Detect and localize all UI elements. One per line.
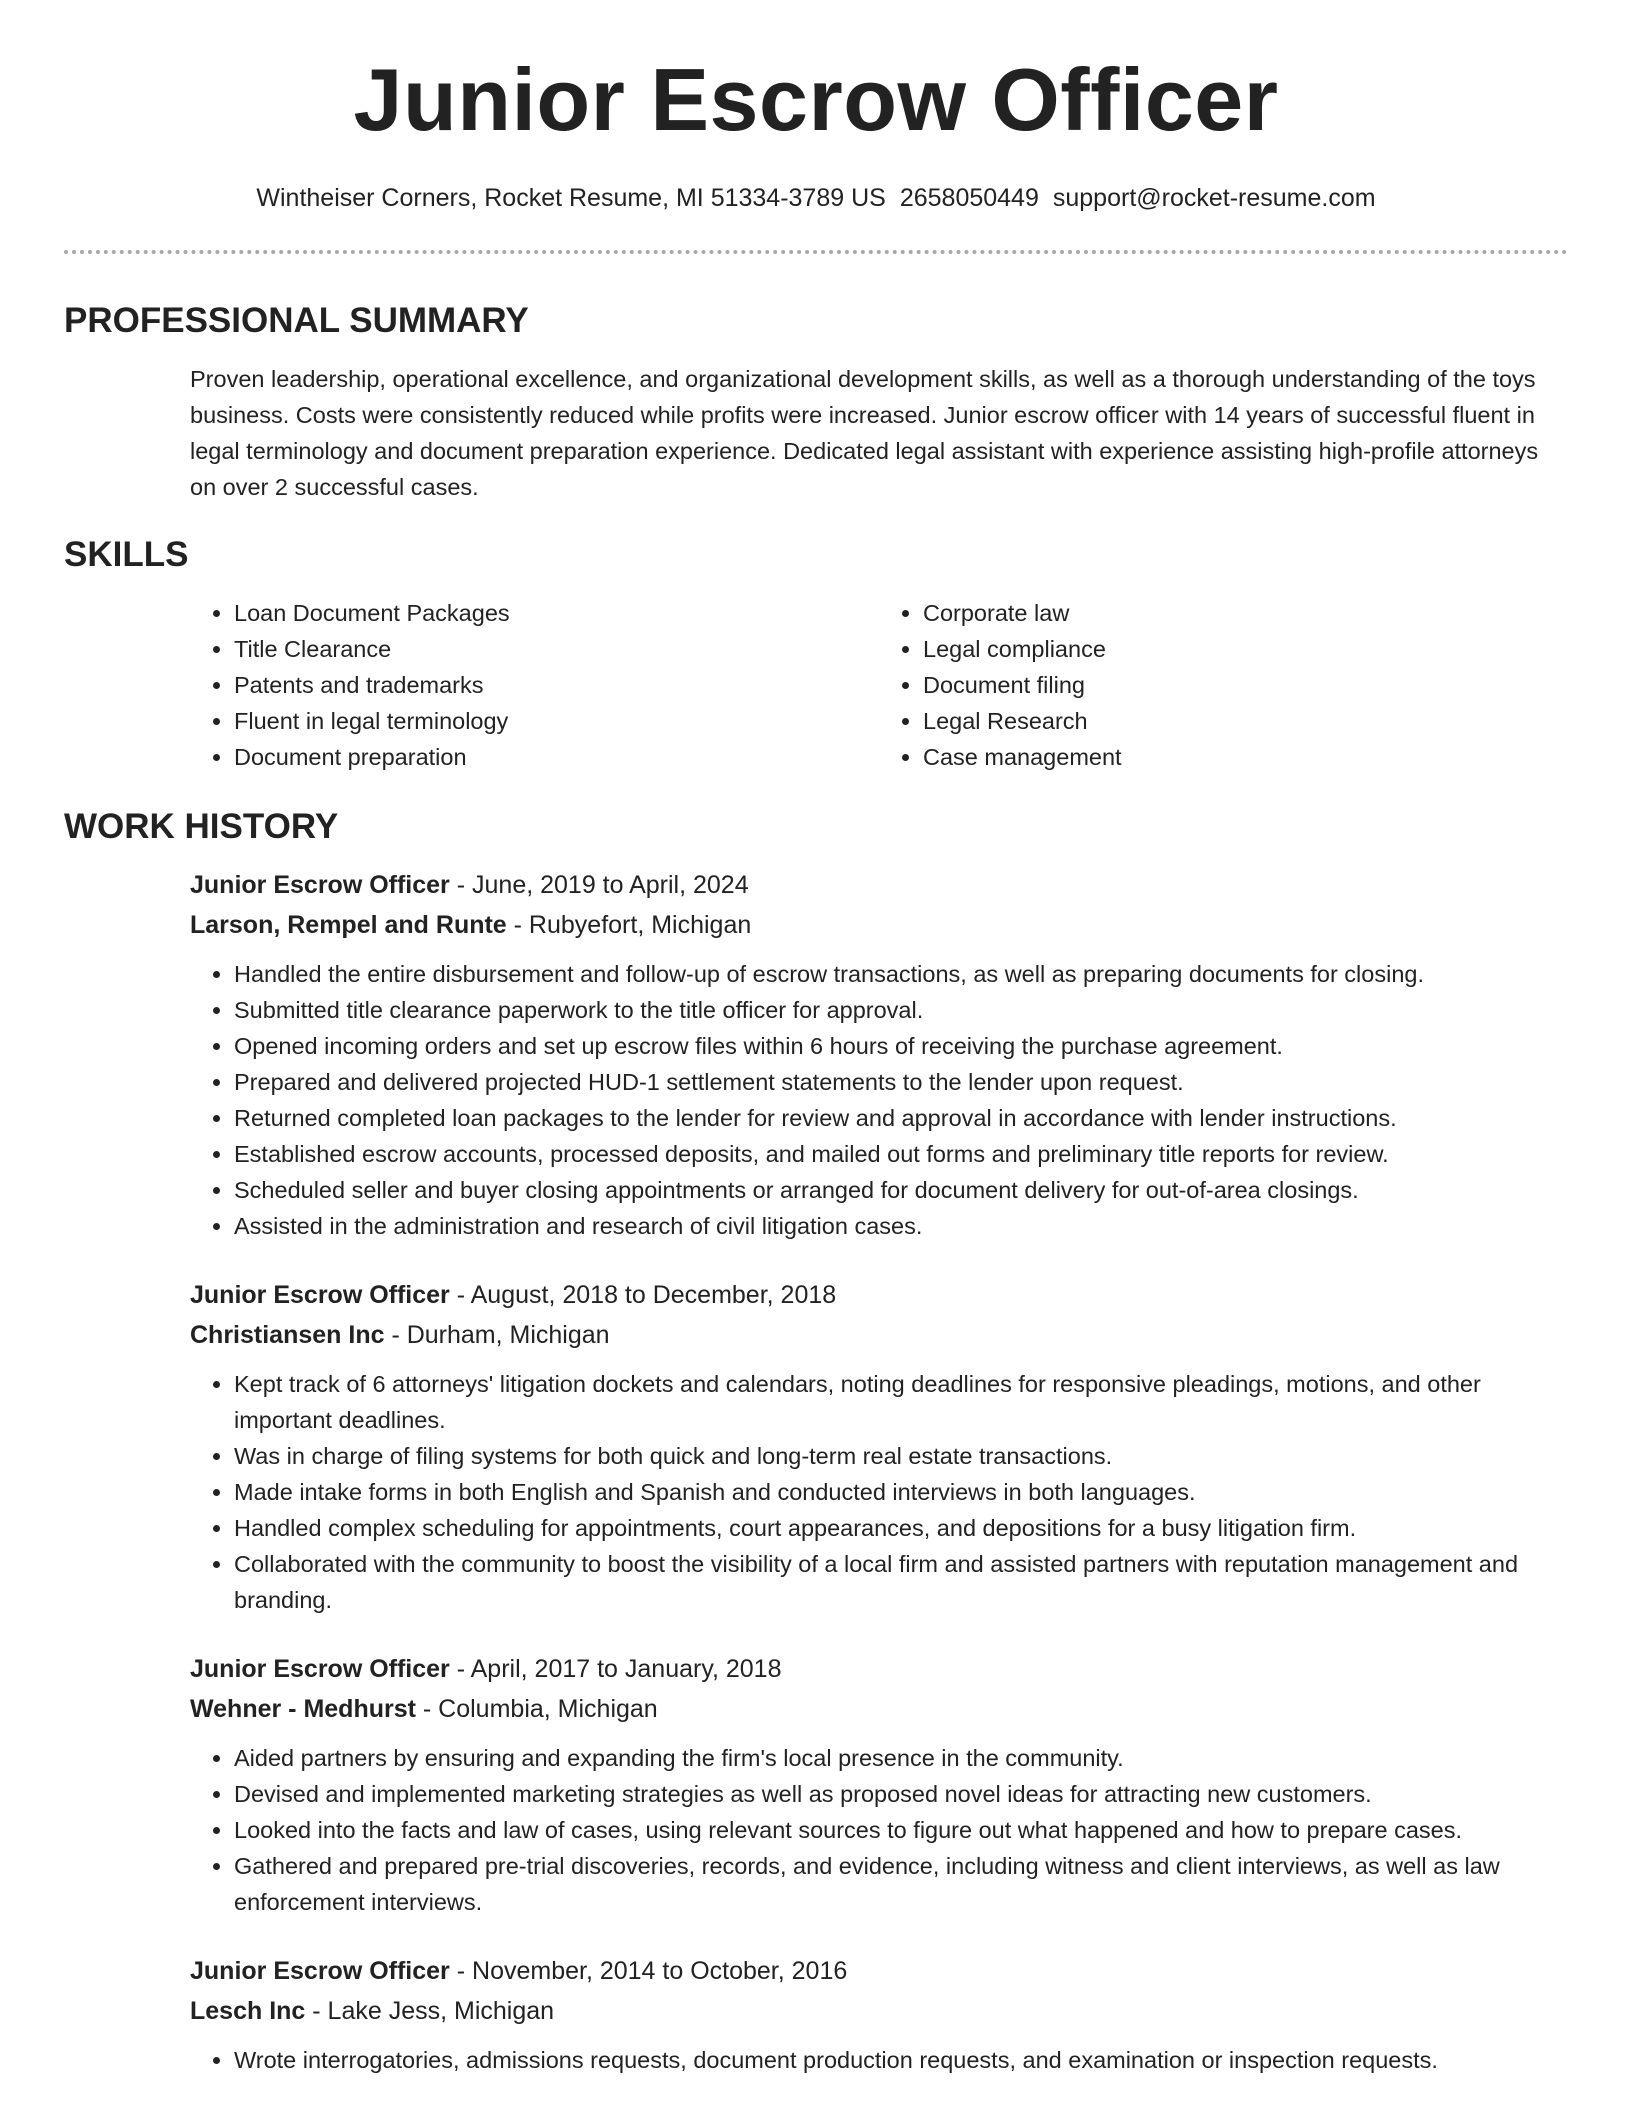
job-title-line — [190, 1951, 1568, 1991]
skill-item: • Fluent in legal terminology — [234, 703, 879, 739]
job-company: Larson, Rempel and Runte — [190, 911, 507, 939]
skill-item: • Document filing — [923, 667, 1568, 703]
job-location: - Lake Jess, Michigan — [305, 1997, 555, 2025]
job-company-line — [190, 1991, 1568, 2031]
skills-title: SKILLS — [64, 535, 189, 574]
job-bullet: • Submitted title clearance paperwork to the title officer for approval. — [234, 992, 1568, 1028]
header-divider — [64, 250, 1568, 254]
job-bullet: • Scheduled seller and buyer closing appointments or arranged for document delivery for out-of-area closings. — [234, 1172, 1568, 1208]
job-bullet: • Established escrow accounts, processed deposits, and mailed out forms and preliminary title reports for review. — [234, 1136, 1568, 1172]
summary-text: Proven leadership, operational excellence, and organizational development skills, as well as a thorough understanding of the toys business. Costs were consistently reduced while profits were increased. Junior escrow officer with 14 years of successful fluent in legal terminology and document preparation experience. Dedicated legal assistant with experience assisting high-profile attorneys on over 2 successful cases. — [190, 366, 1539, 500]
job-title-line — [190, 865, 1568, 905]
contact-address: Wintheiser Corners, Rocket Resume, MI 51334-3789 US — [256, 184, 886, 212]
job-entry — [190, 1275, 1568, 1618]
job-bullet: • Handled the entire disbursement and follow-up of escrow transactions, as well as preparing documents for closing. — [234, 956, 1568, 992]
job-bullet: • Handled complex scheduling for appointments, court appearances, and depositions for a busy litigation firm. — [234, 1510, 1568, 1546]
job-bullet: • Kept track of 6 attorneys' litigation dockets and calendars, noting deadlines for responsive pleadings, motions, and other important deadlines. — [234, 1366, 1568, 1438]
job-role: Junior Escrow Officer — [190, 1281, 450, 1309]
skill-item: • Corporate law — [923, 595, 1568, 631]
job-entry — [190, 1951, 1568, 2078]
contact-phone: 2658050449 — [899, 184, 1039, 212]
skill-item: • Legal Research — [923, 703, 1568, 739]
job-entry — [190, 1649, 1568, 1920]
job-company-line — [190, 905, 1568, 945]
job-bullet: • Aided partners by ensuring and expanding the firm's local presence in the community. — [234, 1740, 1568, 1776]
job-bullet: • Opened incoming orders and set up escrow files within 6 hours of receiving the purchase agreement. — [234, 1028, 1568, 1064]
job-company-line — [190, 1315, 1568, 1355]
job-company: Wehner - Medhurst — [190, 1695, 416, 1723]
job-role: Junior Escrow Officer — [190, 1957, 450, 1985]
job-entry — [190, 865, 1568, 1244]
job-bullet: • Made intake forms in both English and Spanish and conducted interviews in both languages. — [234, 1474, 1568, 1510]
job-bullet: • Gathered and prepared pre-trial discoveries, records, and evidence, including witness and client interviews, as well as law enforcement interviews. — [234, 1848, 1568, 1920]
job-bullets — [190, 1366, 1568, 1618]
skill-item: • Patents and trademarks — [234, 667, 879, 703]
job-bullet: • Collaborated with the community to boost the visibility of a local firm and assisted partners with reputation management and branding. — [234, 1546, 1568, 1618]
job-bullet: • Was in charge of filing systems for both quick and long-term real estate transactions. — [234, 1438, 1568, 1474]
job-bullet: • Returned completed loan packages to the lender for review and approval in accordance with lender instructions. — [234, 1100, 1568, 1136]
job-title-line — [190, 1275, 1568, 1315]
skill-item: • Document preparation — [234, 739, 879, 775]
job-title-line — [190, 1649, 1568, 1689]
job-bullets — [190, 2042, 1568, 2078]
job-dates: - November, 2014 to October, 2016 — [449, 1957, 848, 1985]
job-bullet: • Prepared and delivered projected HUD-1 settlement statements to the lender upon request. — [234, 1064, 1568, 1100]
job-location: - Rubyefort, Michigan — [506, 911, 752, 939]
job-bullets — [190, 956, 1568, 1244]
job-location: - Durham, Michigan — [384, 1321, 610, 1349]
resume-content — [64, 297, 1568, 2109]
contact-info — [0, 181, 1632, 215]
job-bullet: • Wrote interrogatories, admissions requests, document production requests, and examination or inspection requests. — [234, 2042, 1568, 2078]
job-bullet: • Assisted in the administration and research of civil litigation cases. — [234, 1208, 1568, 1244]
job-company-line — [190, 1689, 1568, 1729]
job-company: Lesch Inc — [190, 1997, 306, 2025]
skills-column-left — [190, 595, 879, 775]
job-dates: - April, 2017 to January, 2018 — [449, 1655, 782, 1683]
skill-item: • Loan Document Packages — [234, 595, 879, 631]
skills-list — [190, 595, 1568, 775]
contact-email[interactable]: support@rocket-resume.com — [1052, 184, 1376, 212]
skill-item: • Case management — [923, 739, 1568, 775]
job-dates: - August, 2018 to December, 2018 — [449, 1281, 837, 1309]
job-bullet: • Looked into the facts and law of cases, using relevant sources to figure out what happened and how to prepare cases. — [234, 1812, 1568, 1848]
job-bullets — [190, 1740, 1568, 1920]
job-role: Junior Escrow Officer — [190, 1655, 450, 1683]
candidate-name: Junior Escrow Officer — [353, 50, 1279, 149]
job-location: - Columbia, Michigan — [415, 1695, 658, 1723]
work-history-title: WORK HISTORY — [64, 807, 339, 846]
summary-title: PROFESSIONAL SUMMARY — [64, 301, 529, 340]
skill-item: • Legal compliance — [923, 631, 1568, 667]
job-role: Junior Escrow Officer — [190, 871, 450, 899]
job-dates: - June, 2019 to April, 2024 — [449, 871, 749, 899]
job-bullet: • Devised and implemented marketing strategies as well as proposed novel ideas for attracting new customers. — [234, 1776, 1568, 1812]
skill-item: • Title Clearance — [234, 631, 879, 667]
job-company: Christiansen Inc — [190, 1321, 385, 1349]
skills-column-right — [879, 595, 1568, 775]
